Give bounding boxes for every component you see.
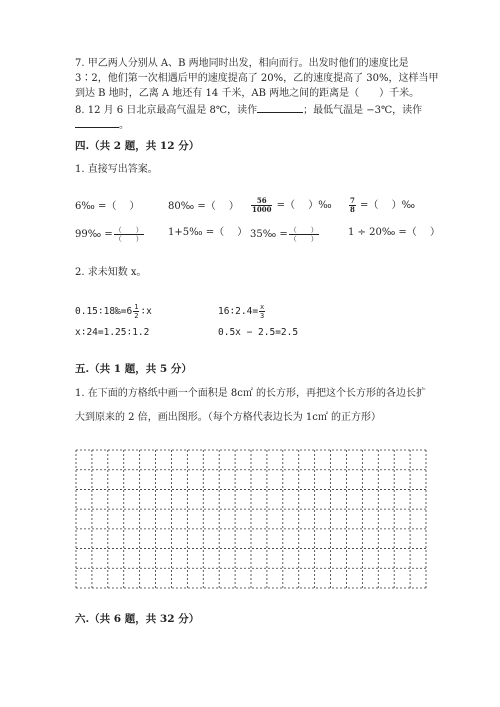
equation-1 — [75, 303, 152, 320]
section4-title: 四.（共 2 题，共 12 分） — [75, 140, 200, 152]
fraction-7-8 — [349, 197, 356, 214]
fraction-1-2 — [133, 303, 139, 320]
q7-line2: 3∶2，他们第一次相遇后甲的速度提高了 20%，乙的速度提高了 30%，这样当甲 — [75, 73, 439, 84]
fraction-numerator-blank[interactable]: （ ） — [289, 226, 318, 234]
fraction-numerator-blank[interactable]: （ ） — [114, 226, 143, 234]
section5-title: 五.（共 1 题，共 5 分） — [75, 363, 192, 375]
fraction-blank — [114, 226, 144, 243]
equation-2 — [218, 303, 266, 320]
q8-text-a: 8. 12 月 6 日北京最高气温是 8℃，读作 — [75, 105, 258, 116]
equation-3: x∶24=1.25∶1.2 — [75, 327, 150, 338]
calc-head: 35‰ = — [250, 229, 288, 240]
eq-tail: ∶x — [140, 306, 152, 317]
calc-99-permille — [75, 226, 145, 243]
section5-q1-line2: 大到原来的 2 倍，画出图形。（每个方格代表边长为 1c㎡ 的正方形） — [75, 412, 382, 423]
q8-blank-2[interactable] — [75, 117, 119, 128]
fraction-denominator: 3 — [260, 312, 265, 320]
eq-head: 16∶2.4= — [218, 306, 259, 317]
fraction-denominator-blank[interactable]: （ ） — [114, 235, 143, 243]
fraction-denominator: 2 — [134, 312, 139, 320]
section4-q1-title: 1. 直接写出答案。 — [75, 164, 158, 175]
fraction-numerator: 7 — [350, 196, 355, 205]
fraction-blank — [289, 226, 319, 243]
fraction-numerator: 1 — [134, 303, 139, 311]
q8-text-b: ；最低气温是 −3℃，读作 — [303, 105, 423, 116]
section5-q1-line1: 1. 在下面的方格纸中画一个面积是 8c㎡ 的长方形，再把这个长方形的各边长扩 — [75, 388, 427, 399]
calc-80-permille: 80‰ =（ ） — [168, 201, 239, 212]
fraction-numerator: 56 — [251, 197, 272, 206]
calc-head: 99‰ = — [75, 229, 113, 240]
square-grid-paper[interactable] — [75, 449, 427, 589]
fraction-x-3 — [259, 303, 265, 320]
fraction-56-1000 — [251, 197, 272, 214]
calc-7-over-8 — [348, 197, 415, 214]
calc-tail: =（ ）‰ — [273, 200, 332, 211]
calc-56-over-1000 — [250, 197, 332, 214]
fraction-denominator: 8 — [350, 205, 355, 214]
calc-tail: =（ ）‰ — [356, 200, 416, 211]
q7-line1: 7. 甲乙两人分别从 A、B 两地同时出发，相向而行。出发时他们的速度比是 — [75, 58, 409, 69]
calc-35-permille — [250, 226, 320, 243]
q8-blank-1[interactable] — [257, 102, 303, 113]
fraction-numerator: x — [260, 303, 265, 311]
q8-end: 。 — [119, 120, 129, 131]
fraction-denominator-blank[interactable]: （ ） — [289, 235, 318, 243]
section6-title: 六.（共 6 题，共 32 分） — [75, 613, 200, 625]
q8-line1 — [75, 102, 422, 118]
calc-1-plus-5-permille: 1+5‰ =（ ） — [168, 227, 248, 238]
eq-head: 0.15∶18‰=6 — [75, 306, 133, 317]
q7-line3: 到达 B 地时，乙离 A 地还有 14 千米，AB 两地之间的距离是（ ）千米。 — [75, 88, 420, 99]
equation-4: 0.5x − 2.5=2.5 — [218, 327, 299, 338]
q8-line2 — [75, 117, 129, 133]
calc-1-div-20-permille: 1 ÷ 20‰ =（ ） — [348, 227, 440, 238]
fraction-denominator: 1000 — [252, 205, 272, 214]
calc-6-permille: 6‰ =（ ） — [75, 201, 140, 212]
section4-q2-title: 2. 求未知数 x。 — [75, 267, 147, 278]
